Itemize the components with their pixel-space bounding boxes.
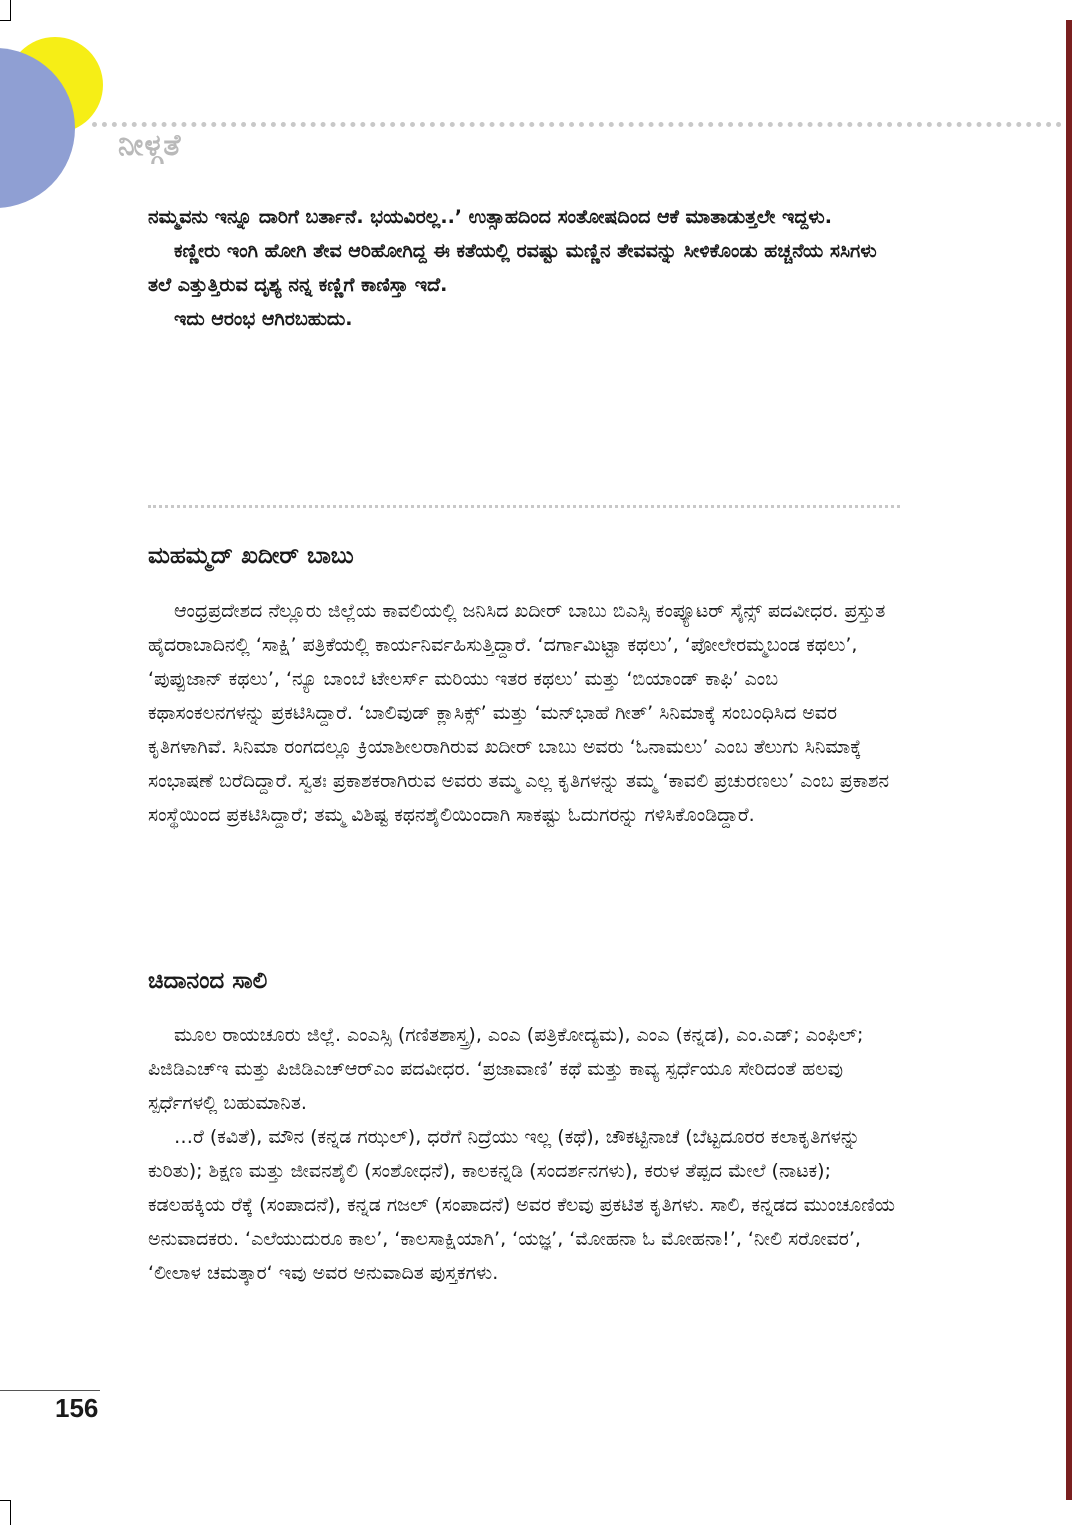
bio-paragraph: …ರೆ (ಕವಿತೆ), ಮೌನ (ಕನ್ನಡ ಗಝಲ್), ಧರೆಗೆ ನಿದ್ರೆಯು ಇಲ್ಲ (ಕಥೆ), ಚೌಕಟ್ಟಿನಾಚೆ (ಬೆಟ್ಟದೂರರ ಕಲಾಕೃತಿಗಳನ್ನು ಕುರಿತು); ಶಿಕ್ಷಣ ಮತ್ತು ಜೀವನಶೈಲಿ (ಸಂಶೋಧನೆ), ಕಾಲಕನ್ನಡಿ (ಸಂದರ್ಶನಗಳು), ಕರುಳ ತೆಪ್ಪದ ಮೇಲೆ (ನಾಟಕ); ಕಡಲಹಕ್ಕಿಯ ರೆಕ್ಕೆ (ಸಂಪಾದನೆ), ಕನ್ನಡ ಗಜಲ್ (ಸಂಪಾದನೆ) ಅವರ ಕೆಲವು ಪ್ರಕಟಿತ ಕೃತಿಗಳು. ಸಾಲಿ, ಕನ್ನಡದ ಮುಂಚೂಣಿಯ ಅನುವಾದಕರು. ‘ಎಲೆಯುದುರೂ ಕಾಲ’, ‘ಕಾಲಸಾಕ್ಷಿಯಾಗಿ’, ‘ಯಜ್ಞ’, ‘ಮೋಹನಾ ಓ ಮೋಹನಾ!’, ‘ನೀಲಿ ಸರೋವರ’, ‘ಲೀಲಾಳ ಚಮತ್ಕಾರ‘ ಇವು ಅವರ ಅನುವಾದಿತ ಪುಸ್ತಕಗಳು. (148, 1126, 896, 1284)
bio-paragraph: ಮೂಲ ರಾಯಚೂರು ಜಿಲ್ಲೆ. ಎಂಎಸ್ಸಿ (ಗಣಿತಶಾಸ್ತ್ರ), ಎಂಎ (ಪತ್ರಿಕೋದ್ಯಮ), ಎಂಎ (ಕನ್ನಡ), ಎಂ.ಎಡ್; ಎಂಫಿಲ್; ಪಿಜಿಡಿಎಚ್‌ಇ ಮತ್ತು ಪಿಜಿಡಿಎಚ್‌ಆರ್‌ಎಂ ಪದವೀಧರ. ‘ಪ್ರಜಾವಾಣಿ’ ಕಥೆ ಮತ್ತು ಕಾವ್ಯ ಸ್ಪರ್ಧೆಯೂ ಸೇರಿದಂತೆ ಹಲವು ಸ್ಪರ್ಧೆಗಳಲ್ಲಿ ಬಹುಮಾನಿತ. (148, 1024, 864, 1114)
crop-mark (0, 1500, 11, 1501)
author-bio (148, 594, 898, 832)
story-paragraph: ಇದು ಆರಂಭ ಆಗಿರಬಹುದು. (174, 308, 353, 330)
page-number-rule (0, 1390, 100, 1391)
page-number: 156 (55, 1393, 99, 1423)
bio-paragraph: ಆಂಧ್ರಪ್ರದೇಶದ ನೆಲ್ಲೂರು ಜಿಲ್ಲೆಯ ಕಾವಲಿಯಲ್ಲಿ ಜನಿಸಿದ ಖದೀರ್ ಬಾಬು ಬಿಎಸ್ಸಿ ಕಂಪ್ಯೂಟರ್ ಸೈನ್ಸ್ ಪದವೀಧರ. ಪ್ರಸ್ತುತ ಹೈದರಾಬಾದಿನಲ್ಲಿ ‘ಸಾಕ್ಷಿ’ ಪತ್ರಿಕೆಯಲ್ಲಿ ಕಾರ್ಯನಿರ್ವಹಿಸುತ್ತಿದ್ದಾರೆ. ‘ದರ್ಗಾಮಿಟ್ಟಾ ಕಥಲು’, ‘ಪೋಲೇರಮ್ಮಬಂಡ ಕಥಲು’, ‘ಪುಪ್ಪುಜಾನ್ ಕಥಲು’, ‘ನ್ಯೂ ಬಾಂಬೆ ಟೇಲರ್ಸ್ ಮರಿಯು ಇತರ ಕಥಲು’ ಮತ್ತು ‘ಬಿಯಾಂಡ್ ಕಾಫಿ’ ಎಂಬ ಕಥಾಸಂಕಲನಗಳನ್ನು ಪ್ರಕಟಿಸಿದ್ದಾರೆ. ‘ಬಾಲಿವುಡ್ ಕ್ಲಾಸಿಕ್ಸ್’ ಮತ್ತು ‘ಮನ್‌ಭಾಹೆ ಗೀತ್’ ಸಿನಿಮಾಕ್ಕೆ ಸಂಬಂಧಿಸಿದ ಅವರ ಕೃತಿಗಳಾಗಿವೆ. ಸಿನಿಮಾ ರಂಗದಲ್ಲೂ ಕ್ರಿಯಾಶೀಲರಾಗಿರುವ ಖದೀರ್ ಬಾಬು ಅವರು ‘ಓನಾಮಲು’ ಎಂಬ ತೆಲುಗು ಸಿನಿಮಾಕ್ಕೆ ಸಂಭಾಷಣೆ ಬರೆದಿದ್ದಾರೆ. ಸ್ವತಃ ಪ್ರಕಾಶಕರಾಗಿರುವ ಅವರು ತಮ್ಮ ಎಲ್ಲ ಕೃತಿಗಳನ್ನು ತಮ್ಮ ‘ಕಾವಲಿ ಪ್ರಚುರಣಲು’ ಎಂಬ ಪ್ರಕಾಶನ ಸಂಸ್ಥೆಯಿಂದ ಪ್ರಕಟಿಸಿದ್ದಾರೆ; ತಮ್ಮ ವಿಶಿಷ್ಟ ಕಥನಶೈಲಿಯಿಂದಾಗಿ ಸಾಕಷ್ಟು ಓದುಗರನ್ನು ಗಳಿಸಿಕೊಂಡಿದ್ದಾರೆ. (148, 600, 890, 826)
story-paragraph: ನಮ್ಮವನು ಇನ್ನೂ ದಾರಿಗೆ ಬರ್ತಾನೆ. ಭಯವಿರಲ್ಲ..’ ಉತ್ಸಾಹದಿಂದ ಸಂತೋಷದಿಂದ ಆಕೆ ಮಾತಾಡುತ್ತಲೇ ಇದ್ದಳು. (148, 206, 832, 228)
page-edge-rule (1066, 20, 1072, 1500)
author-name-heading: ಮಹಮ್ಮದ್ ಖದೀರ್ ಬಾಬು (148, 543, 354, 569)
story-paragraph: ಕಣ್ಣೀರು ಇಂಗಿ ಹೋಗಿ ತೇವ ಆರಿಹೋಗಿದ್ದ ಈ ಕತೆಯಲ್ಲಿ ರವಷ್ಟು ಮಣ್ಣಿನ ತೇವವನ್ನು ಸೀಳಿಕೊಂಡು ಹಚ್ಚನೆಯ ಸಸಿಗಳು ತಲೆ ಎತ್ತುತ್ತಿರುವ ದೃಶ್ಯ ನನ್ನ ಕಣ್ಣಿಗೆ ಕಾಣಿಸ್ತಾ ಇದೆ. (148, 240, 877, 296)
section-divider (148, 505, 900, 508)
crop-mark (10, 1500, 11, 1525)
section-title: ನೀಳ್ಗತೆ (118, 128, 182, 163)
corner-circles-decoration (0, 0, 120, 210)
author-bio (148, 1018, 898, 1290)
story-ending (148, 200, 898, 336)
header-dotted-line (92, 122, 1062, 127)
author-name-heading: ಚಿದಾನಂದ ಸಾಲಿ (148, 968, 268, 994)
